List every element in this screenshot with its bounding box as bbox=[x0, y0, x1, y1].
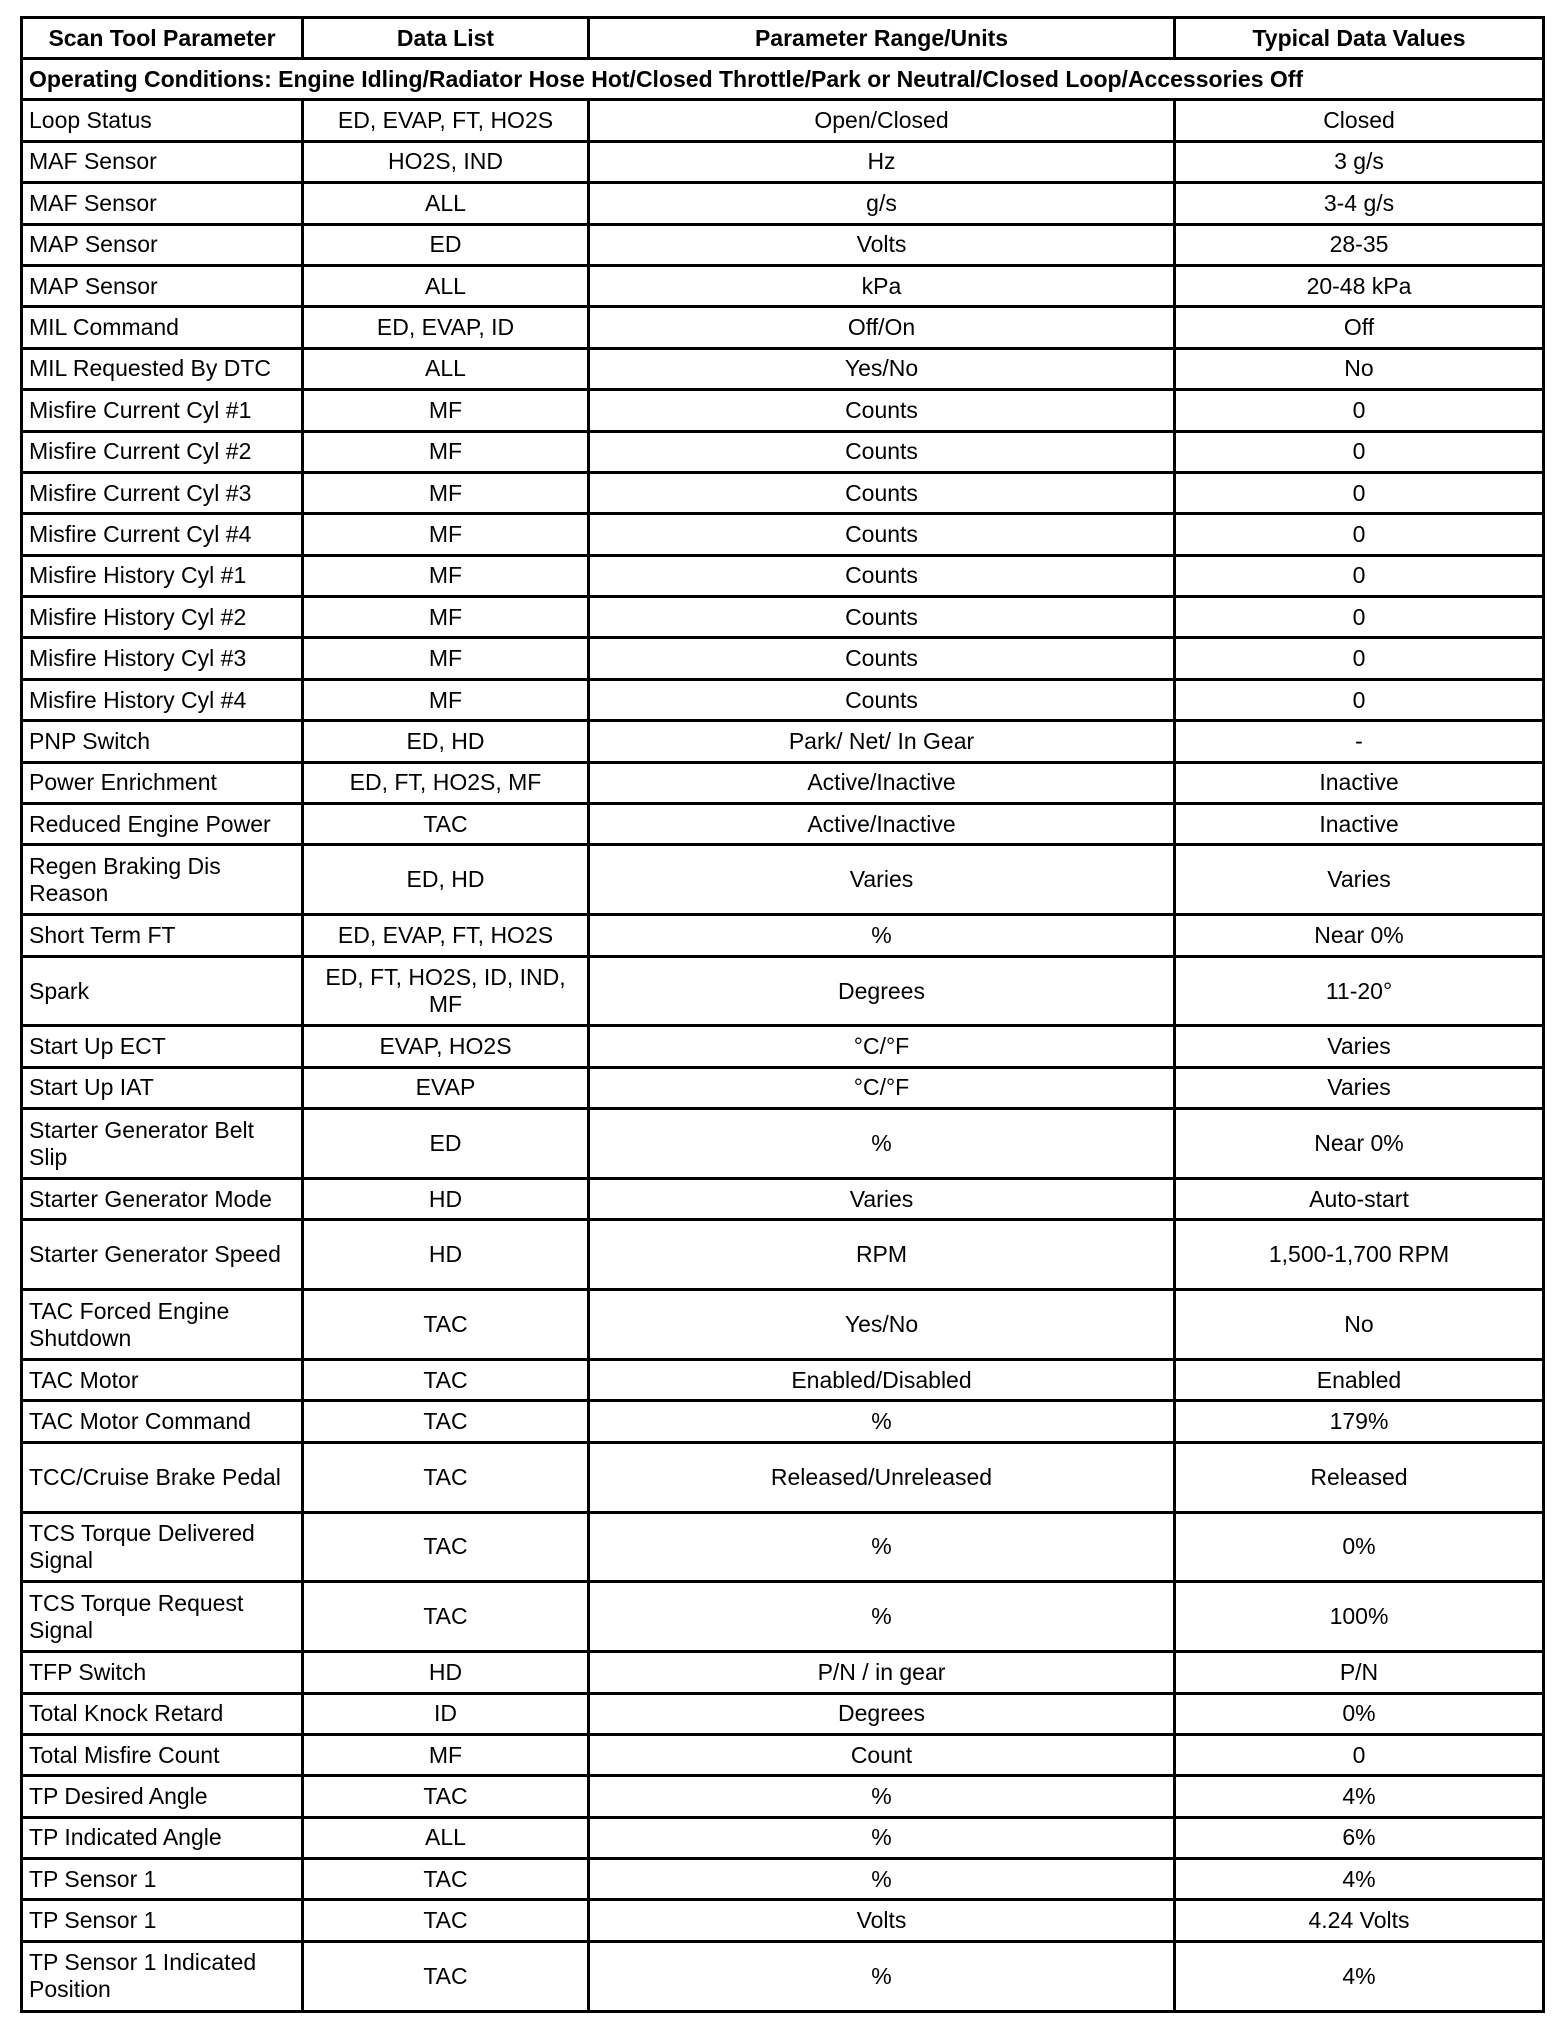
parameter-cell: TP Sensor 1 bbox=[22, 1900, 303, 1941]
typical-value-cell: 0 bbox=[1175, 514, 1544, 555]
typical-value-cell: P/N bbox=[1175, 1652, 1544, 1693]
data-list-cell: TAC bbox=[303, 1290, 589, 1360]
table-row bbox=[22, 804, 1544, 845]
range-units-cell: Hz bbox=[589, 141, 1175, 182]
table-row bbox=[22, 514, 1544, 555]
table-row bbox=[22, 915, 1544, 956]
range-units-cell: Counts bbox=[589, 514, 1175, 555]
parameter-cell: Misfire Current Cyl #3 bbox=[22, 472, 303, 513]
data-list-cell: HD bbox=[303, 1220, 589, 1290]
range-units-cell: Open/Closed bbox=[589, 100, 1175, 141]
parameter-cell: Total Knock Retard bbox=[22, 1693, 303, 1734]
typical-value-cell: Inactive bbox=[1175, 804, 1544, 845]
data-list-cell: ALL bbox=[303, 1817, 589, 1858]
parameter-cell: Misfire Current Cyl #1 bbox=[22, 390, 303, 431]
parameter-cell: TP Sensor 1 bbox=[22, 1859, 303, 1900]
parameter-cell: Misfire History Cyl #1 bbox=[22, 555, 303, 596]
parameter-cell: MAP Sensor bbox=[22, 224, 303, 265]
parameter-cell: MAF Sensor bbox=[22, 141, 303, 182]
typical-value-cell: No bbox=[1175, 348, 1544, 389]
header-data-list: Data List bbox=[303, 18, 589, 59]
parameter-cell: Misfire Current Cyl #4 bbox=[22, 514, 303, 555]
typical-value-cell: 0 bbox=[1175, 1734, 1544, 1775]
table-row bbox=[22, 1359, 1544, 1400]
typical-value-cell: 0% bbox=[1175, 1512, 1544, 1582]
data-list-cell: TAC bbox=[303, 1359, 589, 1400]
typical-value-cell: Near 0% bbox=[1175, 915, 1544, 956]
data-list-cell: ID bbox=[303, 1693, 589, 1734]
range-units-cell: P/N / in gear bbox=[589, 1652, 1175, 1693]
parameter-cell: Total Misfire Count bbox=[22, 1734, 303, 1775]
typical-value-cell: 6% bbox=[1175, 1817, 1544, 1858]
parameter-cell: Loop Status bbox=[22, 100, 303, 141]
data-list-cell: HD bbox=[303, 1178, 589, 1219]
header-parameter-range-units: Parameter Range/Units bbox=[589, 18, 1175, 59]
table-row bbox=[22, 1734, 1544, 1775]
table-row bbox=[22, 141, 1544, 182]
data-list-cell: EVAP, HO2S bbox=[303, 1026, 589, 1067]
data-list-cell: EVAP bbox=[303, 1067, 589, 1108]
table-row bbox=[22, 1401, 1544, 1442]
typical-value-cell: Varies bbox=[1175, 845, 1544, 915]
header-row bbox=[22, 18, 1544, 59]
range-units-cell: g/s bbox=[589, 183, 1175, 224]
typical-value-cell: 0% bbox=[1175, 1693, 1544, 1734]
data-list-cell: MF bbox=[303, 390, 589, 431]
typical-value-cell: Closed bbox=[1175, 100, 1544, 141]
typical-value-cell: Varies bbox=[1175, 1067, 1544, 1108]
typical-value-cell: 4% bbox=[1175, 1941, 1544, 2011]
range-units-cell: Counts bbox=[589, 555, 1175, 596]
table-row bbox=[22, 224, 1544, 265]
table-row bbox=[22, 638, 1544, 679]
parameter-cell: TP Desired Angle bbox=[22, 1776, 303, 1817]
parameter-cell: Reduced Engine Power bbox=[22, 804, 303, 845]
parameter-cell: TCC/Cruise Brake Pedal bbox=[22, 1442, 303, 1512]
range-units-cell: Volts bbox=[589, 224, 1175, 265]
table-row bbox=[22, 183, 1544, 224]
typical-value-cell: Released bbox=[1175, 1442, 1544, 1512]
range-units-cell: °C/°F bbox=[589, 1026, 1175, 1067]
table-row bbox=[22, 1442, 1544, 1512]
parameter-cell: MAP Sensor bbox=[22, 265, 303, 306]
parameter-cell: TFP Switch bbox=[22, 1652, 303, 1693]
table-row bbox=[22, 1776, 1544, 1817]
parameter-cell: TP Sensor 1 Indicated Position bbox=[22, 1941, 303, 2011]
range-units-cell: Counts bbox=[589, 390, 1175, 431]
table-row bbox=[22, 472, 1544, 513]
data-list-cell: TAC bbox=[303, 1900, 589, 1941]
range-units-cell: Park/ Net/ In Gear bbox=[589, 721, 1175, 762]
typical-value-cell: No bbox=[1175, 1290, 1544, 1360]
typical-value-cell: Inactive bbox=[1175, 762, 1544, 803]
parameter-cell: Misfire History Cyl #4 bbox=[22, 679, 303, 720]
range-units-cell: % bbox=[589, 1941, 1175, 2011]
range-units-cell: % bbox=[589, 1512, 1175, 1582]
table-row bbox=[22, 1178, 1544, 1219]
parameter-cell: TCS Torque Request Signal bbox=[22, 1582, 303, 1652]
table-row bbox=[22, 1900, 1544, 1941]
data-list-cell: TAC bbox=[303, 1776, 589, 1817]
range-units-cell: Active/Inactive bbox=[589, 762, 1175, 803]
range-units-cell: Varies bbox=[589, 1178, 1175, 1219]
range-units-cell: Count bbox=[589, 1734, 1175, 1775]
table-row bbox=[22, 1652, 1544, 1693]
data-list-cell: HO2S, IND bbox=[303, 141, 589, 182]
conditions-row bbox=[22, 59, 1544, 100]
typical-value-cell: Auto-start bbox=[1175, 1178, 1544, 1219]
range-units-cell: % bbox=[589, 1817, 1175, 1858]
data-list-cell: TAC bbox=[303, 1941, 589, 2011]
parameter-cell: MIL Requested By DTC bbox=[22, 348, 303, 389]
range-units-cell: Active/Inactive bbox=[589, 804, 1175, 845]
range-units-cell: Enabled/Disabled bbox=[589, 1359, 1175, 1400]
typical-value-cell: 20-48 kPa bbox=[1175, 265, 1544, 306]
table-row bbox=[22, 1109, 1544, 1179]
data-list-cell: TAC bbox=[303, 1859, 589, 1900]
data-list-cell: ED, EVAP, ID bbox=[303, 307, 589, 348]
range-units-cell: Degrees bbox=[589, 1693, 1175, 1734]
range-units-cell: Off/On bbox=[589, 307, 1175, 348]
parameter-cell: Short Term FT bbox=[22, 915, 303, 956]
parameter-cell: Misfire Current Cyl #2 bbox=[22, 431, 303, 472]
parameter-cell: Starter Generator Belt Slip bbox=[22, 1109, 303, 1179]
typical-value-cell: 4.24 Volts bbox=[1175, 1900, 1544, 1941]
parameter-cell: TP Indicated Angle bbox=[22, 1817, 303, 1858]
data-list-cell: MF bbox=[303, 514, 589, 555]
operating-conditions: Operating Conditions: Engine Idling/Radiator Hose Hot/Closed Throttle/Park or Neutral/Closed Loop/Accessories Off bbox=[22, 59, 1544, 100]
data-list-cell: ED bbox=[303, 1109, 589, 1179]
parameter-cell: TAC Motor Command bbox=[22, 1401, 303, 1442]
parameter-cell: TAC Motor bbox=[22, 1359, 303, 1400]
parameter-cell: TAC Forced Engine Shutdown bbox=[22, 1290, 303, 1360]
typical-value-cell: 3-4 g/s bbox=[1175, 183, 1544, 224]
data-list-cell: MF bbox=[303, 1734, 589, 1775]
range-units-cell: Counts bbox=[589, 472, 1175, 513]
table-header bbox=[22, 18, 1544, 59]
table-row bbox=[22, 679, 1544, 720]
parameter-cell: MIL Command bbox=[22, 307, 303, 348]
range-units-cell: Volts bbox=[589, 1900, 1175, 1941]
range-units-cell: Released/Unreleased bbox=[589, 1442, 1175, 1512]
range-units-cell: Varies bbox=[589, 845, 1175, 915]
data-list-cell: MF bbox=[303, 431, 589, 472]
range-units-cell: Yes/No bbox=[589, 1290, 1175, 1360]
data-list-cell: TAC bbox=[303, 1442, 589, 1512]
range-units-cell: % bbox=[589, 1109, 1175, 1179]
table-row bbox=[22, 265, 1544, 306]
parameter-cell: Spark bbox=[22, 956, 303, 1026]
table-row bbox=[22, 555, 1544, 596]
table-row bbox=[22, 1512, 1544, 1582]
table-row bbox=[22, 762, 1544, 803]
table-row bbox=[22, 1693, 1544, 1734]
typical-value-cell: 0 bbox=[1175, 472, 1544, 513]
scan-tool-data-table bbox=[20, 16, 1545, 2013]
parameter-cell: Misfire History Cyl #2 bbox=[22, 597, 303, 638]
range-units-cell: % bbox=[589, 1582, 1175, 1652]
typical-value-cell: 179% bbox=[1175, 1401, 1544, 1442]
data-list-cell: HD bbox=[303, 1652, 589, 1693]
table-row bbox=[22, 1026, 1544, 1067]
data-list-cell: ED, EVAP, FT, HO2S bbox=[303, 100, 589, 141]
parameter-cell: Start Up ECT bbox=[22, 1026, 303, 1067]
typical-value-cell: 11-20° bbox=[1175, 956, 1544, 1026]
typical-value-cell: 28-35 bbox=[1175, 224, 1544, 265]
typical-value-cell: 100% bbox=[1175, 1582, 1544, 1652]
table-row bbox=[22, 1067, 1544, 1108]
range-units-cell: kPa bbox=[589, 265, 1175, 306]
data-list-cell: MF bbox=[303, 597, 589, 638]
typical-value-cell: 0 bbox=[1175, 679, 1544, 720]
data-list-cell: TAC bbox=[303, 1401, 589, 1442]
parameter-cell: Start Up IAT bbox=[22, 1067, 303, 1108]
typical-value-cell: 0 bbox=[1175, 597, 1544, 638]
typical-value-cell: 4% bbox=[1175, 1859, 1544, 1900]
typical-value-cell: Near 0% bbox=[1175, 1109, 1544, 1179]
table-row bbox=[22, 597, 1544, 638]
range-units-cell: °C/°F bbox=[589, 1067, 1175, 1108]
typical-value-cell: 3 g/s bbox=[1175, 141, 1544, 182]
range-units-cell: Counts bbox=[589, 431, 1175, 472]
range-units-cell: RPM bbox=[589, 1220, 1175, 1290]
parameter-cell: Regen Braking Dis Reason bbox=[22, 845, 303, 915]
data-list-cell: MF bbox=[303, 638, 589, 679]
data-list-cell: TAC bbox=[303, 804, 589, 845]
table-row bbox=[22, 1859, 1544, 1900]
data-list-cell: ED, HD bbox=[303, 721, 589, 762]
parameter-cell: Power Enrichment bbox=[22, 762, 303, 803]
typical-value-cell: 0 bbox=[1175, 431, 1544, 472]
data-list-cell: ED, FT, HO2S, ID, IND, MF bbox=[303, 956, 589, 1026]
data-list-cell: ED, HD bbox=[303, 845, 589, 915]
range-units-cell: Degrees bbox=[589, 956, 1175, 1026]
table-row bbox=[22, 721, 1544, 762]
data-list-cell: TAC bbox=[303, 1582, 589, 1652]
table-row bbox=[22, 348, 1544, 389]
range-units-cell: Counts bbox=[589, 597, 1175, 638]
table-row bbox=[22, 956, 1544, 1026]
data-list-cell: ALL bbox=[303, 265, 589, 306]
typical-value-cell: - bbox=[1175, 721, 1544, 762]
typical-value-cell: Off bbox=[1175, 307, 1544, 348]
range-units-cell: % bbox=[589, 1859, 1175, 1900]
header-scan-tool-parameter: Scan Tool Parameter bbox=[22, 18, 303, 59]
data-list-cell: ALL bbox=[303, 183, 589, 224]
typical-value-cell: Varies bbox=[1175, 1026, 1544, 1067]
range-units-cell: % bbox=[589, 915, 1175, 956]
data-list-cell: MF bbox=[303, 679, 589, 720]
table-row bbox=[22, 1290, 1544, 1360]
header-typical-data-values: Typical Data Values bbox=[1175, 18, 1544, 59]
data-list-cell: TAC bbox=[303, 1512, 589, 1582]
parameter-cell: Starter Generator Mode bbox=[22, 1178, 303, 1219]
range-units-cell: % bbox=[589, 1401, 1175, 1442]
data-list-cell: MF bbox=[303, 472, 589, 513]
table-row bbox=[22, 431, 1544, 472]
parameter-cell: TCS Torque Delivered Signal bbox=[22, 1512, 303, 1582]
table-row bbox=[22, 390, 1544, 431]
typical-value-cell: Enabled bbox=[1175, 1359, 1544, 1400]
parameter-cell: PNP Switch bbox=[22, 721, 303, 762]
data-list-cell: ED, FT, HO2S, MF bbox=[303, 762, 589, 803]
data-list-cell: ED bbox=[303, 224, 589, 265]
table-row bbox=[22, 1220, 1544, 1290]
table-row bbox=[22, 1941, 1544, 2011]
table-row bbox=[22, 845, 1544, 915]
data-list-cell: MF bbox=[303, 555, 589, 596]
table-body bbox=[22, 59, 1544, 2012]
data-list-cell: ED, EVAP, FT, HO2S bbox=[303, 915, 589, 956]
range-units-cell: Counts bbox=[589, 679, 1175, 720]
typical-value-cell: 0 bbox=[1175, 638, 1544, 679]
range-units-cell: Counts bbox=[589, 638, 1175, 679]
table-row bbox=[22, 1817, 1544, 1858]
range-units-cell: Yes/No bbox=[589, 348, 1175, 389]
typical-value-cell: 4% bbox=[1175, 1776, 1544, 1817]
typical-value-cell: 0 bbox=[1175, 555, 1544, 596]
data-list-cell: ALL bbox=[303, 348, 589, 389]
table-row bbox=[22, 307, 1544, 348]
typical-value-cell: 1,500-1,700 RPM bbox=[1175, 1220, 1544, 1290]
typical-value-cell: 0 bbox=[1175, 390, 1544, 431]
table-row bbox=[22, 1582, 1544, 1652]
parameter-cell: MAF Sensor bbox=[22, 183, 303, 224]
table-row bbox=[22, 100, 1544, 141]
parameter-cell: Starter Generator Speed bbox=[22, 1220, 303, 1290]
parameter-cell: Misfire History Cyl #3 bbox=[22, 638, 303, 679]
range-units-cell: % bbox=[589, 1776, 1175, 1817]
